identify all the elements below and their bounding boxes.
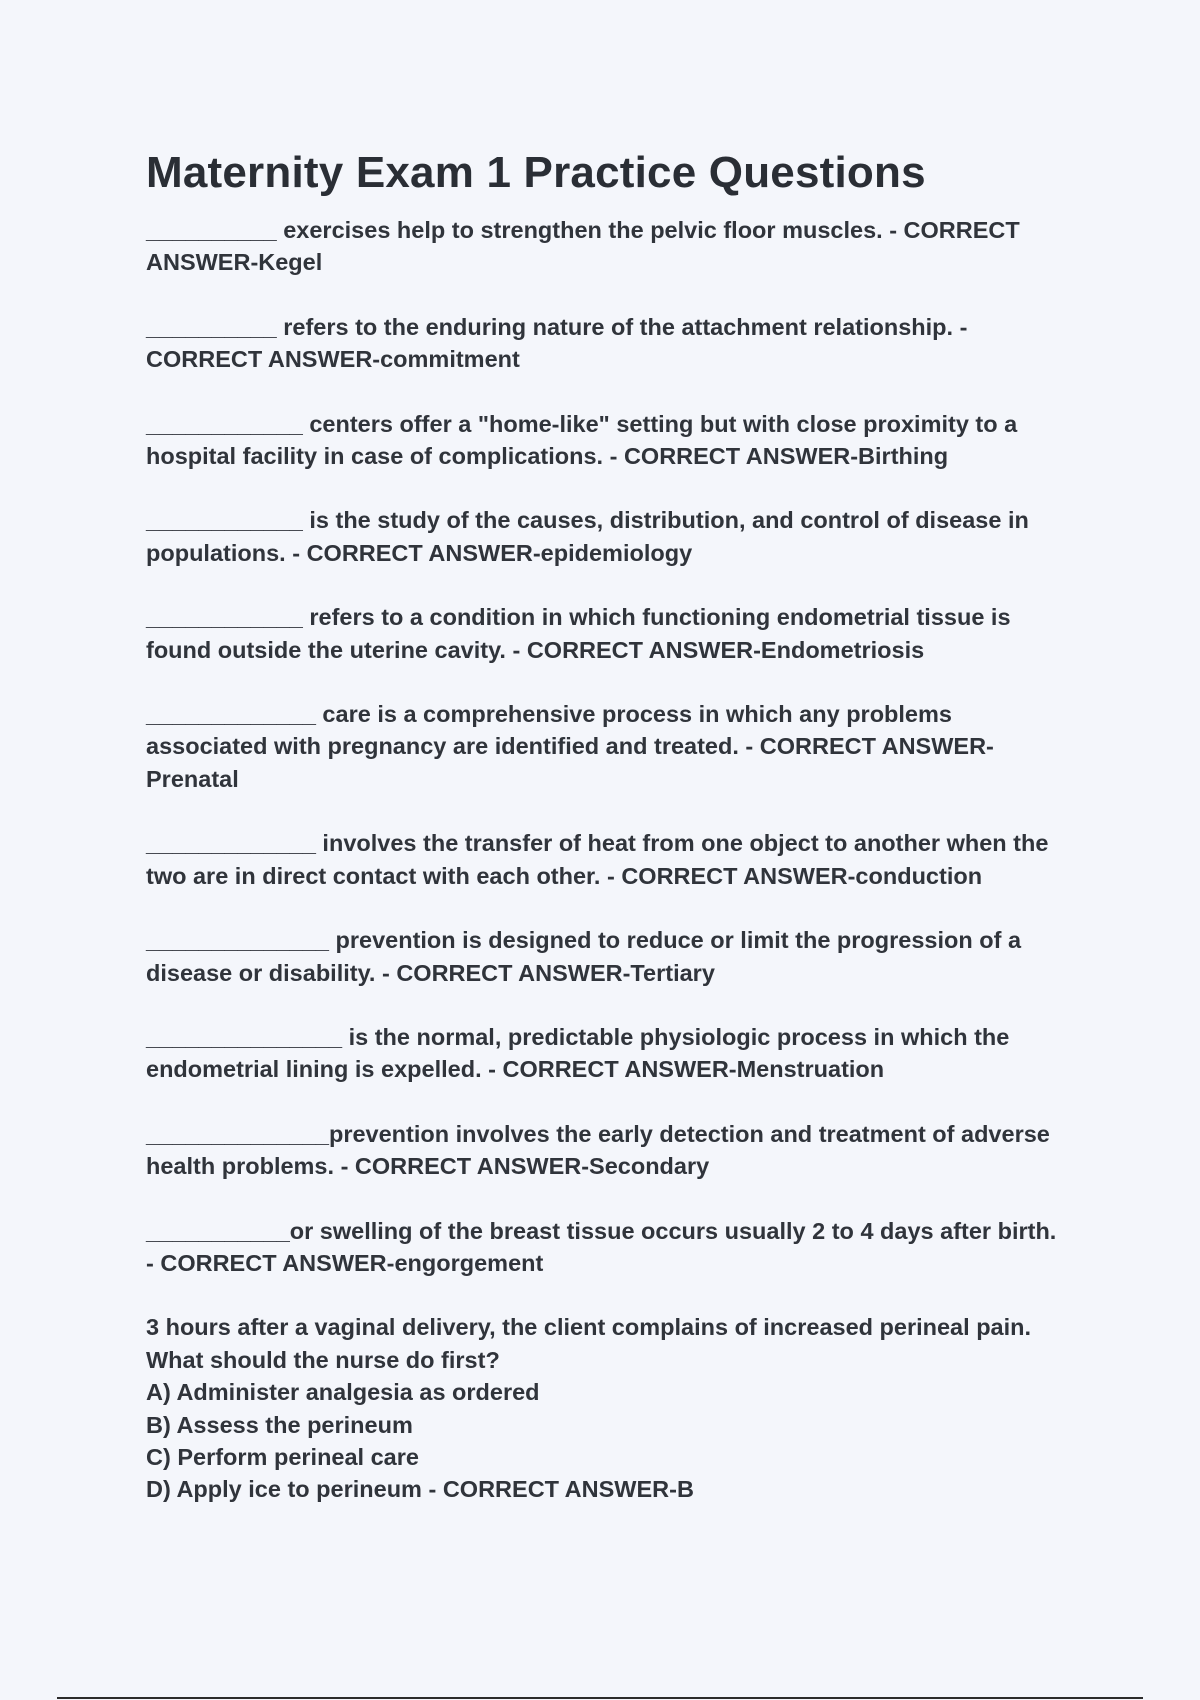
page-title: Maternity Exam 1 Practice Questions <box>146 148 926 197</box>
question-item: ____________ refers to a condition in which functioning endometrial tissue is found outside the uterine cavity. - CORRECT ANSWER-Endometriosis <box>146 604 1011 663</box>
question-item: __________ exercises help to strengthen the pelvic floor muscles. - CORRECT ANSWER-Kegel <box>146 217 1020 276</box>
mcq-option: D) Apply ice to perineum - CORRECT ANSWER-B <box>146 1476 694 1503</box>
mcq-option: B) Assess the perineum <box>146 1411 413 1438</box>
question-item: _______________ is the normal, predictable physiologic process in which the endometrial lining is expelled. - CORRECT ANSWER-Menstruation <box>146 1023 1010 1083</box>
mcq-block <box>146 1311 1066 1505</box>
question-item: _____________ care is a comprehensive process in which any problems associated with pregnancy are identified and treated. - CORRECT ANSWER-Prenatal <box>146 701 994 792</box>
mcq-option: A) Administer analgesia as ordered <box>146 1379 540 1406</box>
question-item: _____________ involves the transfer of heat from one object to another when the two are in direct contact with each other. - CORRECT ANSWER-conduction <box>146 830 1049 889</box>
mcq-option: C) Perform perineal care <box>146 1443 419 1470</box>
mcq-question: 3 hours after a vaginal delivery, the client complains of increased perineal pain. What should the nurse do first? <box>146 1314 1032 1373</box>
question-item: ____________ is the study of the causes, distribution, and control of disease in populations. - CORRECT ANSWER-epidemiology <box>146 507 1029 566</box>
question-item: ______________ prevention is designed to reduce or limit the progression of a disease or disability. - CORRECT ANSWER-Tertiary <box>146 927 1022 986</box>
question-item: __________ refers to the enduring nature of the attachment relationship. - CORRECT ANSWER-commitment <box>146 313 968 373</box>
page-bottom-divider <box>57 1697 1143 1699</box>
document-content <box>146 146 1066 1538</box>
question-item: ______________prevention involves the early detection and treatment of adverse health problems. - CORRECT ANSWER-Secondary <box>146 1120 1050 1180</box>
question-item: ____________ centers offer a "home-like" setting but with close proximity to a hospital facility in case of complications. - CORRECT ANSWER-Birthing <box>146 410 1018 470</box>
question-item: ___________or swelling of the breast tissue occurs usually 2 to 4 days after birth. - CORRECT ANSWER-engorgement <box>146 1217 1057 1276</box>
